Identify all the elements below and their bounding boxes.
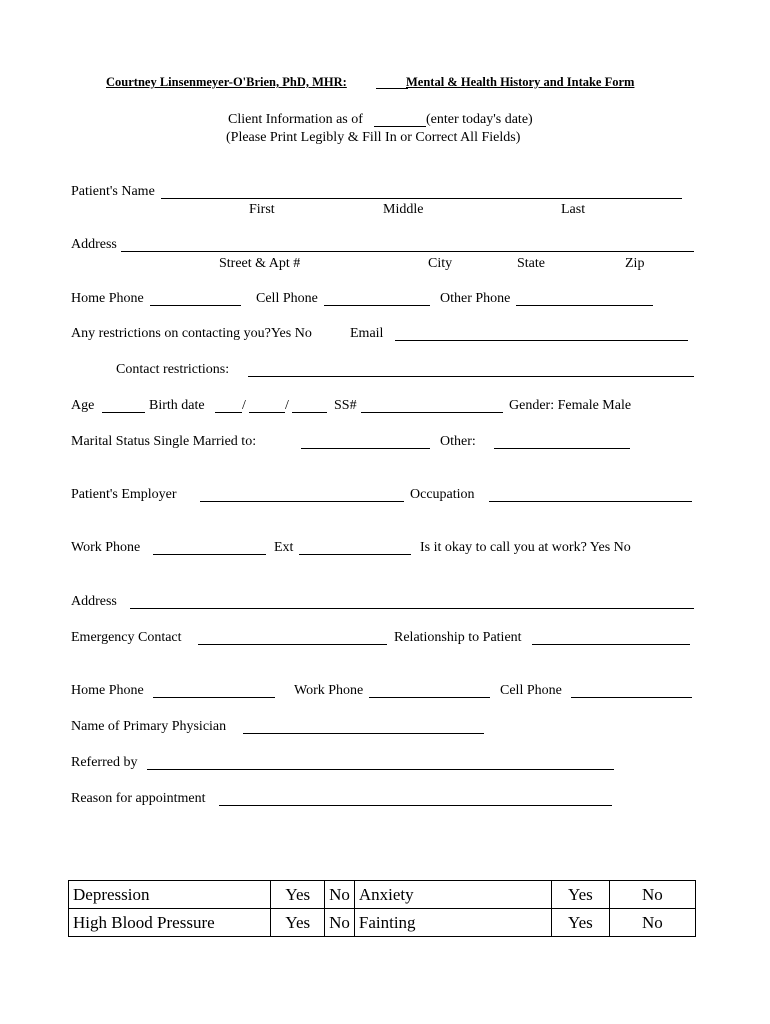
- header-underline-gap: [376, 88, 408, 89]
- occupation-label: Occupation: [410, 487, 475, 502]
- age-label: Age: [71, 398, 95, 413]
- marital-status-label[interactable]: Marital Status Single Married to:: [71, 434, 257, 449]
- emergency-home-phone-label: Home Phone: [71, 683, 144, 698]
- gender-options[interactable]: Gender: Female Male: [509, 398, 632, 413]
- occupation-field[interactable]: [489, 501, 692, 502]
- birth-date-label: Birth date: [149, 398, 205, 413]
- addr-city-label: City: [428, 256, 453, 271]
- todays-date-field[interactable]: [374, 126, 426, 127]
- marital-other-field[interactable]: [494, 448, 630, 449]
- depression-no[interactable]: No: [325, 881, 355, 909]
- work-phone-field[interactable]: [153, 554, 266, 555]
- condition-high-blood-pressure: High Blood Pressure: [69, 909, 271, 937]
- high-blood-pressure-no[interactable]: No: [325, 909, 355, 937]
- birth-year-field[interactable]: [292, 412, 327, 413]
- condition-depression: Depression: [69, 881, 271, 909]
- anxiety-no[interactable]: No: [609, 881, 695, 909]
- emergency-work-phone-label: Work Phone: [294, 683, 364, 698]
- marital-other-label: Other:: [440, 434, 476, 449]
- emergency-home-phone-field[interactable]: [153, 697, 275, 698]
- email-field[interactable]: [395, 340, 688, 341]
- addr-zip-label: Zip: [625, 256, 645, 271]
- condition-anxiety: Anxiety: [354, 881, 551, 909]
- restrictions-question[interactable]: Any restrictions on contacting you?Yes No: [71, 326, 312, 341]
- home-phone-label: Home Phone: [71, 291, 144, 306]
- home-phone-field[interactable]: [150, 305, 241, 306]
- birth-date-sep2: /: [285, 398, 289, 413]
- birth-day-field[interactable]: [249, 412, 285, 413]
- header-practitioner: Courtney Linsenmeyer-O'Brien, PhD, MHR:: [106, 75, 347, 89]
- conditions-table: [68, 880, 696, 937]
- referred-by-field[interactable]: [147, 769, 614, 770]
- relationship-label: Relationship to Patient: [394, 630, 522, 645]
- ext-field[interactable]: [299, 554, 411, 555]
- other-phone-label: Other Phone: [440, 291, 511, 306]
- addr-street-label: Street & Apt #: [219, 256, 301, 271]
- relationship-field[interactable]: [532, 644, 690, 645]
- other-phone-field[interactable]: [516, 305, 653, 306]
- addr-state-label: State: [517, 256, 545, 271]
- depression-yes[interactable]: Yes: [271, 881, 325, 909]
- condition-fainting: Fainting: [354, 909, 551, 937]
- emergency-contact-label: Emergency Contact: [71, 630, 182, 645]
- fainting-no[interactable]: No: [609, 909, 695, 937]
- reason-field[interactable]: [219, 805, 612, 806]
- emergency-cell-phone-field[interactable]: [571, 697, 692, 698]
- employer-label: Patient's Employer: [71, 487, 177, 502]
- emergency-cell-phone-label: Cell Phone: [500, 683, 562, 698]
- contact-restrictions-field[interactable]: [248, 376, 694, 377]
- cell-phone-label: Cell Phone: [256, 291, 318, 306]
- reason-label: Reason for appointment: [71, 791, 206, 806]
- table-row: [69, 881, 696, 909]
- employer-field[interactable]: [200, 501, 404, 502]
- work-address-label: Address: [71, 594, 117, 609]
- birth-month-field[interactable]: [215, 412, 242, 413]
- birth-date-sep1: /: [242, 398, 246, 413]
- intro-line1-suffix: (enter today's date): [426, 112, 533, 127]
- anxiety-yes[interactable]: Yes: [552, 881, 610, 909]
- ss-label: SS#: [334, 398, 357, 413]
- address-label: Address: [71, 237, 117, 252]
- intro-line2: (Please Print Legibly & Fill In or Correct All Fields): [226, 130, 521, 145]
- fainting-yes[interactable]: Yes: [552, 909, 610, 937]
- cell-phone-field[interactable]: [324, 305, 430, 306]
- referred-by-label: Referred by: [71, 755, 138, 770]
- work-phone-label: Work Phone: [71, 540, 141, 555]
- name-first-label: First: [249, 202, 275, 217]
- patient-name-field[interactable]: [161, 198, 682, 199]
- contact-restrictions-label: Contact restrictions:: [116, 362, 230, 377]
- address-field[interactable]: [121, 251, 694, 252]
- emergency-contact-field[interactable]: [198, 644, 387, 645]
- ext-label: Ext: [274, 540, 294, 555]
- married-to-field[interactable]: [301, 448, 430, 449]
- intro-line1-prefix: Client Information as of: [228, 112, 363, 127]
- table-row: [69, 909, 696, 937]
- name-last-label: Last: [561, 202, 586, 217]
- patient-name-label: Patient's Name: [71, 184, 155, 199]
- email-label: Email: [350, 326, 384, 341]
- header-form-title: Mental & Health History and Intake Form: [406, 75, 635, 89]
- high-blood-pressure-yes[interactable]: Yes: [271, 909, 325, 937]
- work-address-field[interactable]: [130, 608, 694, 609]
- primary-physician-label: Name of Primary Physician: [71, 719, 227, 734]
- age-field[interactable]: [102, 412, 145, 413]
- call-at-work-question[interactable]: Is it okay to call you at work? Yes No: [420, 540, 631, 555]
- primary-physician-field[interactable]: [243, 733, 484, 734]
- name-middle-label: Middle: [383, 202, 424, 217]
- ss-field[interactable]: [361, 412, 503, 413]
- emergency-work-phone-field[interactable]: [369, 697, 490, 698]
